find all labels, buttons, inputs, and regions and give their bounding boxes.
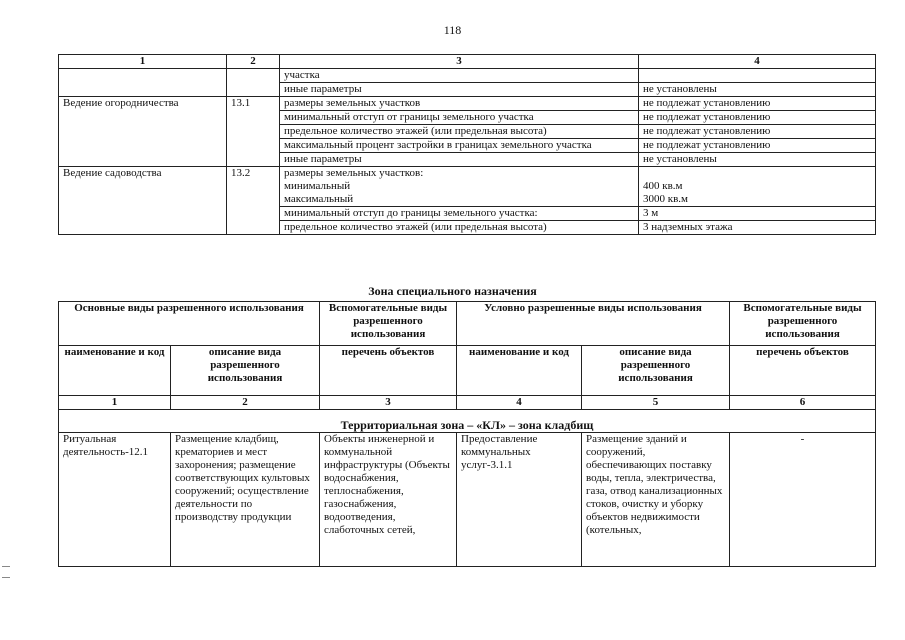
col-number: 1 bbox=[59, 396, 171, 410]
col-header: 2 bbox=[227, 55, 280, 69]
col-number: 5 bbox=[582, 396, 730, 410]
cell-parameter: участка bbox=[280, 69, 639, 83]
cell-value: не установлены bbox=[639, 83, 876, 97]
subheader-objects-list: перечень объектов bbox=[320, 346, 457, 396]
col-number: 3 bbox=[320, 396, 457, 410]
cell-value: не подлежат установлению bbox=[639, 111, 876, 125]
parameters-table bbox=[58, 54, 876, 235]
table-header-row bbox=[59, 55, 876, 69]
subheader-objects-list: перечень объектов bbox=[730, 346, 876, 396]
cell-value: не подлежат установлению bbox=[639, 97, 876, 111]
col-header: 4 bbox=[639, 55, 876, 69]
table-row bbox=[59, 167, 876, 207]
cell-parameter: размеры земельных участков: минимальный максимальный bbox=[280, 167, 639, 207]
col-number: 4 bbox=[457, 396, 582, 410]
cell-value: не подлежат установлению bbox=[639, 125, 876, 139]
subheader-name-code: наименование и код bbox=[59, 346, 171, 396]
subheader-name-code: наименование и код bbox=[457, 346, 582, 396]
cell-value: 3 м bbox=[639, 207, 876, 221]
cell-code bbox=[227, 69, 280, 97]
territorial-zone-row bbox=[59, 410, 876, 433]
cell-use-name bbox=[59, 69, 227, 97]
col-number: 6 bbox=[730, 396, 876, 410]
cell-main-use-name: Ритуальная деятельность-12.1 bbox=[59, 433, 171, 567]
scan-edge-mark bbox=[2, 566, 10, 578]
header-auxiliary-uses: Вспомогательные виды разрешенного использования bbox=[320, 302, 457, 346]
cell-value: 400 кв.м 3000 кв.м bbox=[639, 167, 876, 207]
cell-auxiliary-objects: - bbox=[730, 433, 876, 567]
subheader-description: описание вида разрешенного использования bbox=[582, 346, 730, 396]
territorial-zone-title: Территориальная зона – «КЛ» – зона кладбищ bbox=[59, 410, 876, 433]
cell-value: не подлежат установлению bbox=[639, 139, 876, 153]
page-number: 118 bbox=[443, 23, 462, 37]
table-row bbox=[59, 97, 876, 111]
col-number: 2 bbox=[171, 396, 320, 410]
header-auxiliary-uses: Вспомогательные виды разрешенного использования bbox=[730, 302, 876, 346]
cell-parameter: минимальный отступ до границы земельного участка: bbox=[280, 207, 639, 221]
subheader-description: описание вида разрешенного использования bbox=[171, 346, 320, 396]
cell-auxiliary-objects: Объекты инженерной и коммунальной инфраструктуры (Объекты водоснабжения, теплоснабжения, газоснабжения, водоотведения, слаботочных сетей, bbox=[320, 433, 457, 567]
header-main-uses: Основные виды разрешенного использования bbox=[59, 302, 320, 346]
section-title: Зона специального назначения bbox=[368, 284, 537, 298]
col-header: 1 bbox=[59, 55, 227, 69]
cell-parameter: предельное количество этажей (или предельная высота) bbox=[280, 221, 639, 235]
cell-parameter: иные параметры bbox=[280, 153, 639, 167]
cell-value bbox=[639, 69, 876, 83]
cell-code: 13.2 bbox=[227, 167, 280, 235]
cell-parameter: иные параметры bbox=[280, 83, 639, 97]
cell-use-name: Ведение садоводства bbox=[59, 167, 227, 235]
group-header-row bbox=[59, 302, 876, 346]
col-header: 3 bbox=[280, 55, 639, 69]
cell-conditional-use-description: Размещение зданий и сооружений, обеспечивающих поставку воды, тепла, электричества, газа, отвод канализационных стоков, очистку и уборку объектов недвижимости (котельных, bbox=[582, 433, 730, 567]
header-conditional-uses: Условно разрешенные виды использования bbox=[457, 302, 730, 346]
cell-parameter: минимальный отступ от границы земельного участка bbox=[280, 111, 639, 125]
zone-table bbox=[58, 301, 876, 567]
cell-value: 3 надземных этажа bbox=[639, 221, 876, 235]
cell-parameter: максимальный процент застройки в границах земельного участка bbox=[280, 139, 639, 153]
cell-main-use-description: Размещение кладбищ, крематориев и мест захоронения; размещение соответствующих культовых сооружений; осуществление деятельности по производству продукции bbox=[171, 433, 320, 567]
column-number-row bbox=[59, 396, 876, 410]
cell-parameter: предельное количество этажей (или предельная высота) bbox=[280, 125, 639, 139]
table-row bbox=[59, 433, 876, 567]
cell-code: 13.1 bbox=[227, 97, 280, 167]
cell-conditional-use-name: Предоставление коммунальных услуг-3.1.1 bbox=[457, 433, 582, 567]
cell-parameter: размеры земельных участков bbox=[280, 97, 639, 111]
cell-use-name: Ведение огородничества bbox=[59, 97, 227, 167]
sub-header-row bbox=[59, 346, 876, 396]
table-row bbox=[59, 69, 876, 83]
cell-value: не установлены bbox=[639, 153, 876, 167]
